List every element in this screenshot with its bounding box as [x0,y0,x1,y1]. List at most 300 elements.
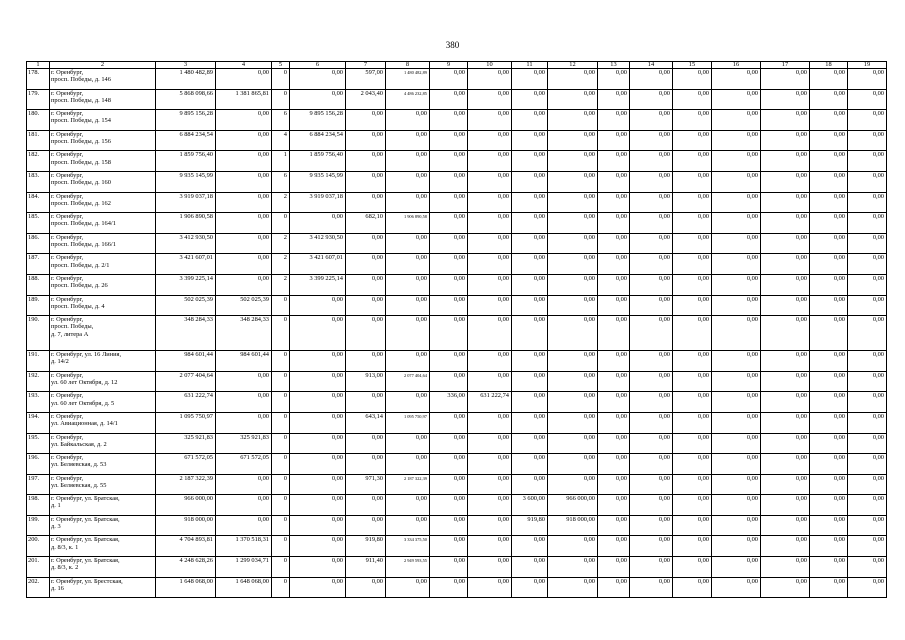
value-cell-c8: 0,00 [386,454,430,475]
address-cell [50,577,156,598]
value-cell-c13: 0,00 [598,151,630,172]
value-cell-c15: 0,00 [673,412,712,433]
row-number: 199. [27,515,50,536]
value-cell-c18: 0,00 [810,171,848,192]
value-cell-c5: 0 [272,316,290,351]
table-row [27,515,887,536]
value-cell-c10: 0,00 [468,557,512,578]
value-cell-c8: 3 334 375,50 [386,536,430,557]
row-number: 188. [27,274,50,295]
row-number: 181. [27,130,50,151]
value-cell-c4: 0,00 [216,151,272,172]
value-cell-c16: 0,00 [712,577,761,598]
value-cell-c16: 0,00 [712,192,761,213]
value-cell-c19: 0,00 [848,274,887,295]
address-cell [50,130,156,151]
value-cell-c13: 0,00 [598,213,630,234]
value-cell-c13: 0,00 [598,171,630,192]
value-cell-c11: 919,80 [512,515,548,536]
row-number: 191. [27,351,50,372]
value-cell-c13: 0,00 [598,89,630,110]
address-line: г. Оренбург, ул. Братская, [51,495,120,503]
value-cell-c14: 0,00 [630,454,673,475]
value-cell-c18: 0,00 [810,316,848,351]
value-cell-c9: 0,00 [430,557,468,578]
value-cell-c19: 0,00 [848,351,887,372]
value-cell-c19: 0,00 [848,412,887,433]
value-cell-c12: 0,00 [548,233,598,254]
value-cell-c9: 0,00 [430,515,468,536]
value-cell-c7: 919,80 [346,536,386,557]
value-cell-c8: 0,00 [386,392,430,413]
value-cell-c13: 0,00 [598,474,630,495]
value-cell-c15: 0,00 [673,151,712,172]
value-cell-c6: 9 895 156,28 [290,110,346,131]
value-cell-c6: 9 935 145,99 [290,171,346,192]
value-cell-c14: 0,00 [630,495,673,516]
value-cell-c10: 0,00 [468,536,512,557]
table-row [27,474,887,495]
address-line: просп. Победы, д. 160 [51,179,111,187]
value-cell-c18: 0,00 [810,474,848,495]
value-cell-c10: 0,00 [468,515,512,536]
value-cell-c17: 0,00 [761,130,810,151]
value-cell-c5: 0 [272,536,290,557]
value-cell-c19: 0,00 [848,254,887,275]
value-cell-c13: 0,00 [598,110,630,131]
value-cell-c9: 0,00 [430,316,468,351]
value-cell-c16: 0,00 [712,412,761,433]
value-cell-c19: 0,00 [848,577,887,598]
value-cell-c17: 0,00 [761,495,810,516]
value-cell-c4: 0,00 [216,254,272,275]
table-body [27,69,887,598]
value-cell-c13: 0,00 [598,274,630,295]
value-cell-c14: 0,00 [630,351,673,372]
address-line: г. Оренбург, [51,69,84,76]
value-cell-c8: 0,00 [386,515,430,536]
column-header: 11 [512,62,548,69]
value-cell-c17: 0,00 [761,316,810,351]
value-cell-c9: 0,00 [430,433,468,454]
table-row [27,412,887,433]
value-cell-c7: 0,00 [346,495,386,516]
value-cell-c16: 0,00 [712,371,761,392]
value-cell-c7: 971,30 [346,474,386,495]
value-cell-c11: 0,00 [512,351,548,372]
value-cell-c13: 0,00 [598,557,630,578]
value-cell-c19: 0,00 [848,316,887,351]
address-cell [50,233,156,254]
table-row [27,454,887,475]
value-cell-c6: 0,00 [290,392,346,413]
value-cell-c8: 2 949 593,55 [386,557,430,578]
value-cell-c12: 0,00 [548,577,598,598]
column-header: 19 [848,62,887,69]
value-cell-c19: 0,00 [848,371,887,392]
value-cell-c12: 0,00 [548,295,598,316]
data-table [26,61,887,598]
address-line: г. Оренбург, [51,151,84,159]
value-cell-c6: 0,00 [290,433,346,454]
value-cell-c5: 1 [272,151,290,172]
value-cell-c11: 0,00 [512,233,548,254]
value-cell-c14: 0,00 [630,536,673,557]
value-cell-c13: 0,00 [598,536,630,557]
value-cell-c6: 3 412 930,50 [290,233,346,254]
column-header: 16 [712,62,761,69]
row-number: 189. [27,295,50,316]
value-cell-c8: 2 187 322,39 [386,474,430,495]
value-cell-c14: 0,00 [630,89,673,110]
row-number: 197. [27,474,50,495]
value-cell-c11: 0,00 [512,412,548,433]
table-row [27,151,887,172]
address-cell [50,192,156,213]
address-line: г. Оренбург, [51,474,84,482]
value-cell-c11: 0,00 [512,454,548,475]
value-cell-c17: 0,00 [761,371,810,392]
row-number: 187. [27,254,50,275]
column-header: 2 [50,62,156,69]
value-cell-c7: 0,00 [346,130,386,151]
value-cell-c7: 597,00 [346,69,386,90]
value-cell-c7: 911,40 [346,557,386,578]
value-cell-c3: 1 906 890,58 [156,213,216,234]
value-cell-c4: 0,00 [216,110,272,131]
table-row [27,392,887,413]
value-cell-c13: 0,00 [598,454,630,475]
value-cell-c10: 0,00 [468,274,512,295]
value-cell-c4: 502 025,39 [216,295,272,316]
value-cell-c17: 0,00 [761,89,810,110]
table-row [27,536,887,557]
value-cell-c10: 0,00 [468,233,512,254]
column-header: 15 [673,62,712,69]
value-cell-c15: 0,00 [673,351,712,372]
value-cell-c15: 0,00 [673,392,712,413]
value-cell-c16: 0,00 [712,557,761,578]
column-header: 5 [272,62,290,69]
value-cell-c7: 0,00 [346,392,386,413]
value-cell-c18: 0,00 [810,515,848,536]
address-cell [50,295,156,316]
address-cell [50,89,156,110]
value-cell-c17: 0,00 [761,557,810,578]
value-cell-c3: 984 601,44 [156,351,216,372]
value-cell-c11: 0,00 [512,213,548,234]
value-cell-c17: 0,00 [761,233,810,254]
value-cell-c19: 0,00 [848,69,887,90]
address-cell [50,151,156,172]
address-line: г. Оренбург, [51,295,84,303]
value-cell-c8: 0,00 [386,130,430,151]
value-cell-c19: 0,00 [848,454,887,475]
value-cell-c12: 0,00 [548,316,598,351]
value-cell-c13: 0,00 [598,192,630,213]
value-cell-c14: 0,00 [630,433,673,454]
value-cell-c6: 6 884 234,54 [290,130,346,151]
value-cell-c10: 0,00 [468,371,512,392]
address-line: ул. Байкальская, д. 2 [51,440,107,448]
value-cell-c4: 671 572,05 [216,454,272,475]
value-cell-c7: 2 043,40 [346,89,386,110]
row-number: 196. [27,454,50,475]
row-number: 195. [27,433,50,454]
value-cell-c16: 0,00 [712,171,761,192]
value-cell-c18: 0,00 [810,192,848,213]
value-cell-c5: 6 [272,110,290,131]
value-cell-c16: 0,00 [712,536,761,557]
value-cell-c4: 0,00 [216,213,272,234]
value-cell-c9: 0,00 [430,454,468,475]
value-cell-c14: 0,00 [630,69,673,90]
row-number: 180. [27,110,50,131]
value-cell-c9: 0,00 [430,577,468,598]
address-line: г. Оренбург, [51,233,84,241]
value-cell-c4: 0,00 [216,233,272,254]
row-number: 185. [27,213,50,234]
value-cell-c11: 0,00 [512,69,548,90]
value-cell-c4: 0,00 [216,130,272,151]
value-cell-c14: 0,00 [630,233,673,254]
value-cell-c15: 0,00 [673,577,712,598]
address-line: г. Оренбург, ул. Братская, [51,536,120,544]
value-cell-c12: 0,00 [548,274,598,295]
value-cell-c14: 0,00 [630,151,673,172]
value-cell-c17: 0,00 [761,69,810,90]
value-cell-c10: 631 222,74 [468,392,512,413]
value-cell-c16: 0,00 [712,433,761,454]
value-cell-c9: 0,00 [430,171,468,192]
value-cell-c12: 0,00 [548,557,598,578]
address-line: г. Оренбург, ул. Брестская, [51,577,123,585]
value-cell-c18: 0,00 [810,295,848,316]
value-cell-c5: 0 [272,213,290,234]
value-cell-c10: 0,00 [468,495,512,516]
value-cell-c3: 348 284,33 [156,316,216,351]
value-cell-c9: 336,00 [430,392,468,413]
value-cell-c16: 0,00 [712,295,761,316]
value-cell-c4: 1 299 034,71 [216,557,272,578]
address-line: ул. Беляевская, д. 55 [51,481,107,489]
value-cell-c12: 0,00 [548,110,598,131]
row-number: 179. [27,89,50,110]
value-cell-c10: 0,00 [468,130,512,151]
value-cell-c3: 1 095 750,97 [156,412,216,433]
table-row [27,110,887,131]
value-cell-c16: 0,00 [712,213,761,234]
address-line: д. 16 [51,584,64,592]
address-line: г. Оренбург, [51,316,84,324]
value-cell-c5: 0 [272,351,290,372]
value-cell-c19: 0,00 [848,515,887,536]
value-cell-c15: 0,00 [673,69,712,90]
value-cell-c18: 0,00 [810,69,848,90]
value-cell-c14: 0,00 [630,474,673,495]
table-header-row [27,62,887,69]
value-cell-c5: 2 [272,233,290,254]
value-cell-c5: 0 [272,495,290,516]
value-cell-c17: 0,00 [761,295,810,316]
address-line: просп. Победы, д. 158 [51,158,111,166]
table-row [27,295,887,316]
value-cell-c11: 0,00 [512,392,548,413]
value-cell-c17: 0,00 [761,213,810,234]
row-number: 194. [27,412,50,433]
address-line: г. Оренбург, [51,371,84,379]
value-cell-c14: 0,00 [630,371,673,392]
value-cell-c11: 0,00 [512,316,548,351]
value-cell-c19: 0,00 [848,557,887,578]
value-cell-c15: 0,00 [673,371,712,392]
address-cell [50,515,156,536]
value-cell-c11: 0,00 [512,151,548,172]
value-cell-c17: 0,00 [761,412,810,433]
value-cell-c10: 0,00 [468,351,512,372]
value-cell-c7: 0,00 [346,233,386,254]
value-cell-c15: 0,00 [673,171,712,192]
value-cell-c4: 0,00 [216,371,272,392]
address-cell [50,69,156,90]
value-cell-c8: 4 486 232,85 [386,89,430,110]
address-line: просп. Победы, д. 26 [51,282,108,290]
value-cell-c5: 0 [272,577,290,598]
column-header: 3 [156,62,216,69]
value-cell-c13: 0,00 [598,392,630,413]
value-cell-c6: 0,00 [290,536,346,557]
value-cell-c18: 0,00 [810,495,848,516]
value-cell-c12: 0,00 [548,130,598,151]
address-line: д. 8/3, к. 1 [51,543,79,551]
value-cell-c5: 0 [272,557,290,578]
value-cell-c11: 0,00 [512,474,548,495]
value-cell-c12: 0,00 [548,213,598,234]
value-cell-c10: 0,00 [468,454,512,475]
column-header: 14 [630,62,673,69]
value-cell-c7: 0,00 [346,316,386,351]
value-cell-c19: 0,00 [848,474,887,495]
value-cell-c6: 0,00 [290,295,346,316]
value-cell-c9: 0,00 [430,254,468,275]
value-cell-c7: 0,00 [346,454,386,475]
value-cell-c12: 0,00 [548,474,598,495]
table-row [27,254,887,275]
value-cell-c7: 0,00 [346,295,386,316]
value-cell-c8: 0,00 [386,433,430,454]
value-cell-c3: 1 859 756,40 [156,151,216,172]
value-cell-c3: 1 648 068,00 [156,577,216,598]
value-cell-c16: 0,00 [712,274,761,295]
row-number: 183. [27,171,50,192]
address-cell [50,495,156,516]
value-cell-c11: 0,00 [512,171,548,192]
value-cell-c7: 0,00 [346,577,386,598]
value-cell-c16: 0,00 [712,233,761,254]
row-number: 200. [27,536,50,557]
value-cell-c6: 0,00 [290,351,346,372]
value-cell-c5: 2 [272,192,290,213]
address-line: г. Оренбург, [51,454,84,462]
value-cell-c6: 0,00 [290,515,346,536]
value-cell-c18: 0,00 [810,536,848,557]
value-cell-c13: 0,00 [598,130,630,151]
value-cell-c18: 0,00 [810,151,848,172]
value-cell-c16: 0,00 [712,392,761,413]
value-cell-c6: 0,00 [290,495,346,516]
page-number: 380 [445,40,460,50]
value-cell-c5: 2 [272,274,290,295]
value-cell-c3: 918 000,00 [156,515,216,536]
value-cell-c14: 0,00 [630,110,673,131]
value-cell-c6: 0,00 [290,412,346,433]
value-cell-c15: 0,00 [673,192,712,213]
value-cell-c8: 1 095 750,97 [386,412,430,433]
value-cell-c3: 2 187 322,39 [156,474,216,495]
value-cell-c15: 0,00 [673,130,712,151]
value-cell-c11: 0,00 [512,274,548,295]
value-cell-c3: 9 895 156,28 [156,110,216,131]
value-cell-c11: 0,00 [512,130,548,151]
value-cell-c15: 0,00 [673,254,712,275]
table-row [27,274,887,295]
value-cell-c5: 0 [272,392,290,413]
value-cell-c6: 0,00 [290,69,346,90]
value-cell-c17: 0,00 [761,474,810,495]
value-cell-c17: 0,00 [761,577,810,598]
value-cell-c14: 0,00 [630,192,673,213]
address-line: ул. Беляевская, д. 53 [51,461,107,469]
value-cell-c9: 0,00 [430,474,468,495]
value-cell-c8: 0,00 [386,192,430,213]
table-row [27,433,887,454]
address-line: г. Оренбург, [51,274,84,282]
value-cell-c4: 1 381 865,81 [216,89,272,110]
table-row [27,557,887,578]
value-cell-c10: 0,00 [468,433,512,454]
value-cell-c14: 0,00 [630,295,673,316]
value-cell-c5: 0 [272,433,290,454]
value-cell-c18: 0,00 [810,433,848,454]
value-cell-c9: 0,00 [430,110,468,131]
value-cell-c18: 0,00 [810,233,848,254]
table-row [27,316,887,351]
value-cell-c17: 0,00 [761,192,810,213]
value-cell-c4: 0,00 [216,495,272,516]
value-cell-c11: 0,00 [512,110,548,131]
address-line: ул. 60 лет Октября, д. 5 [51,399,115,407]
value-cell-c16: 0,00 [712,474,761,495]
value-cell-c3: 325 921,83 [156,433,216,454]
value-cell-c3: 5 868 098,66 [156,89,216,110]
value-cell-c17: 0,00 [761,433,810,454]
column-header: 18 [810,62,848,69]
value-cell-c15: 0,00 [673,536,712,557]
table-row [27,89,887,110]
address-line: ул. 60 лет Октября, д. 12 [51,378,118,386]
value-cell-c3: 3 399 225,14 [156,274,216,295]
row-number: 186. [27,233,50,254]
address-cell [50,171,156,192]
value-cell-c18: 0,00 [810,351,848,372]
value-cell-c18: 0,00 [810,412,848,433]
value-cell-c15: 0,00 [673,474,712,495]
value-cell-c13: 0,00 [598,433,630,454]
value-cell-c4: 325 921,83 [216,433,272,454]
address-cell [50,316,156,351]
value-cell-c14: 0,00 [630,213,673,234]
address-line: просп. Победы, [51,323,94,331]
